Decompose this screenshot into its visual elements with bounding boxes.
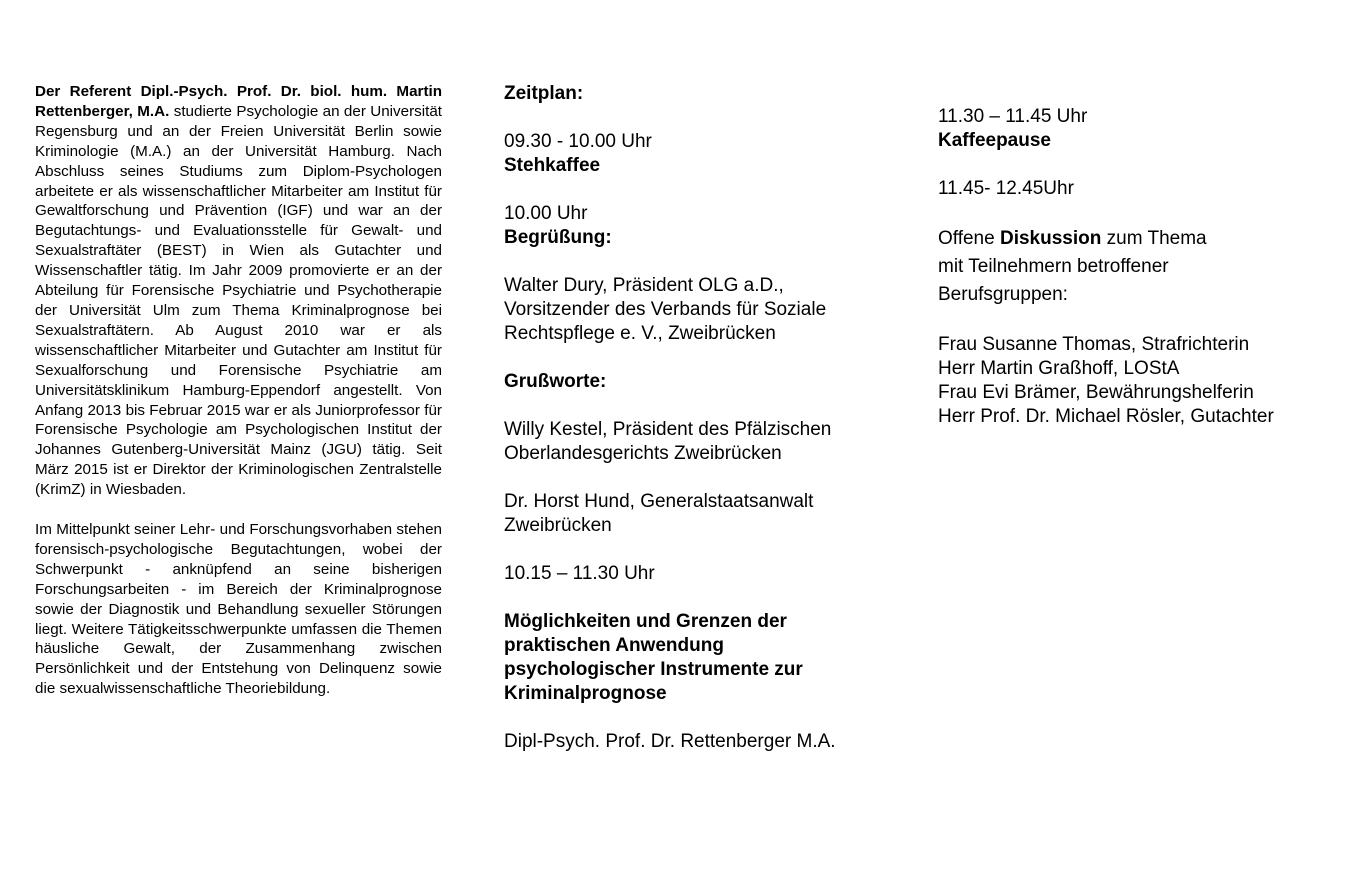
bio-paragraph-1-text: studierte Psychologie an der Universität Regensburg und an der Freien Universität Berlin sowie Kriminologie (M.A.) an der Universität Hamburg. Nach Abschluss seines Studiums zum Diplom-Psychologen arbeitete er als wissenschaftlicher Mitarbeiter am Institut für Gewaltforschung und Prävention (IGF) und war an der Begutachtungs- und Evaluationsstelle für Gewalt- und Sexualstraftäter (BEST) in Wien als Gutachter und Wissenschaftler tätig. Im Jahr 2009 promovierte er an der Abteilung für Forensische Psychiatrie und Psychotherapie der Universität Ulm zum Thema Kriminalprognose bei Sexualstraftätern. Ab August 2010 war er als wissenschaftlicher Mitarbeiter und Gutachter am Institut für Sexualforschung und Forensische Psychiatrie am Universitätsklinikum Hamburg-Eppendorf angestellt. Von Anfang 2013 bis Februar 2015 war er als Juniorprofessor für Forensische Psychologie am Psychologischen Institut der Johannes Gutenberg-Universität Mainz (JGU) tätig. Seit März 2015 ist er Direktor der Kriminologischen Zentralstelle (KrimZ) in Wiesbaden. <box>35 102 443 499</box>
schedule-column-2 <box>938 105 1338 429</box>
greeting-1-line: Oberlandesgerichts Zweibrücken <box>504 443 782 464</box>
session-4-time: 11.30 – 11.45 Uhr <box>938 106 1088 127</box>
panelist: Frau Evi Brämer, Bewährungshelferin <box>938 382 1254 403</box>
session-1-title: Stehkaffee <box>504 155 601 176</box>
bio-paragraph-1 <box>35 82 442 500</box>
discussion-line: Berufsgruppen: <box>938 284 1068 305</box>
discussion-description <box>938 225 1338 309</box>
session-3-speaker: Dipl-Psych. Prof. Dr. Rettenberger M.A. <box>504 731 836 752</box>
session-3-title-line: Möglichkeiten und Grenzen der <box>504 611 787 632</box>
discussion-bold: Diskussion <box>999 228 1102 249</box>
session-1-time: 09.30 - 10.00 Uhr <box>504 131 652 152</box>
schedule-heading: Zeitplan: <box>504 83 584 104</box>
speaker-bio <box>35 82 442 699</box>
greeting-2-line: Dr. Horst Hund, Generalstaatsanwalt <box>504 491 814 512</box>
discussion-pre: Offene <box>938 228 1000 249</box>
schedule-column-1 <box>504 82 904 754</box>
discussion-line-1 <box>938 225 1338 253</box>
session-3-title-line: psychologischer Instrumente zur <box>504 659 803 680</box>
greetings-heading: Grußworte: <box>504 371 607 392</box>
session-4-title: Kaffeepause <box>938 130 1051 151</box>
session-2-speaker-line: Vorsitzender des Verbands für Soziale <box>504 299 827 320</box>
discussion-line: mit Teilnehmern betroffener <box>938 256 1169 277</box>
session-3-title-line: Kriminalprognose <box>504 683 667 704</box>
session-2-speaker-line: Rechtspflege e. V., Zweibrücken <box>504 323 776 344</box>
session-3-title-line: praktischen Anwendung <box>504 635 724 656</box>
session-5-time: 11.45- 12.45Uhr <box>938 178 1074 199</box>
bio-lead: Der Referent Dipl.-Psych. Prof. Dr. biol. hum. Martin Rettenberger, M.A. <box>35 83 442 120</box>
session-2-time: 10.00 Uhr <box>504 203 588 224</box>
greeting-1-line: Willy Kestel, Präsident des Pfälzischen <box>504 419 832 440</box>
session-2-title: Begrüßung: <box>504 227 612 248</box>
panelist: Herr Martin Graßhoff, LOStA <box>938 358 1180 379</box>
panelist: Frau Susanne Thomas, Strafrichterin <box>938 334 1250 355</box>
greeting-2-line: Zweibrücken <box>504 515 612 536</box>
panelist: Herr Prof. Dr. Michael Rösler, Gutachter <box>938 406 1274 427</box>
session-3-time: 10.15 – 11.30 Uhr <box>504 563 655 584</box>
session-2-speaker-line: Walter Dury, Präsident OLG a.D., <box>504 275 784 296</box>
discussion-post: zum Thema <box>1101 228 1207 249</box>
bio-paragraph-2: Im Mittelpunkt seiner Lehr- und Forschungsvorhaben stehen forensisch-psychologische Begutachtungen, wobei der Schwerpunkt - anknüpfend an seine bisherigen Forschungsarbeiten - im Bereich der Kriminalprognose sowie der Diagnostik und Behandlung sexueller Störungen liegt. Weitere Tätigkeitsschwerpunkte umfassen die Themen häusliche Gewalt, der Zusammenhang zwischen Persönlichkeit und der Entstehung von Delinquenz sowie die sexualwissenschaftliche Theoriebildung. <box>35 521 442 698</box>
